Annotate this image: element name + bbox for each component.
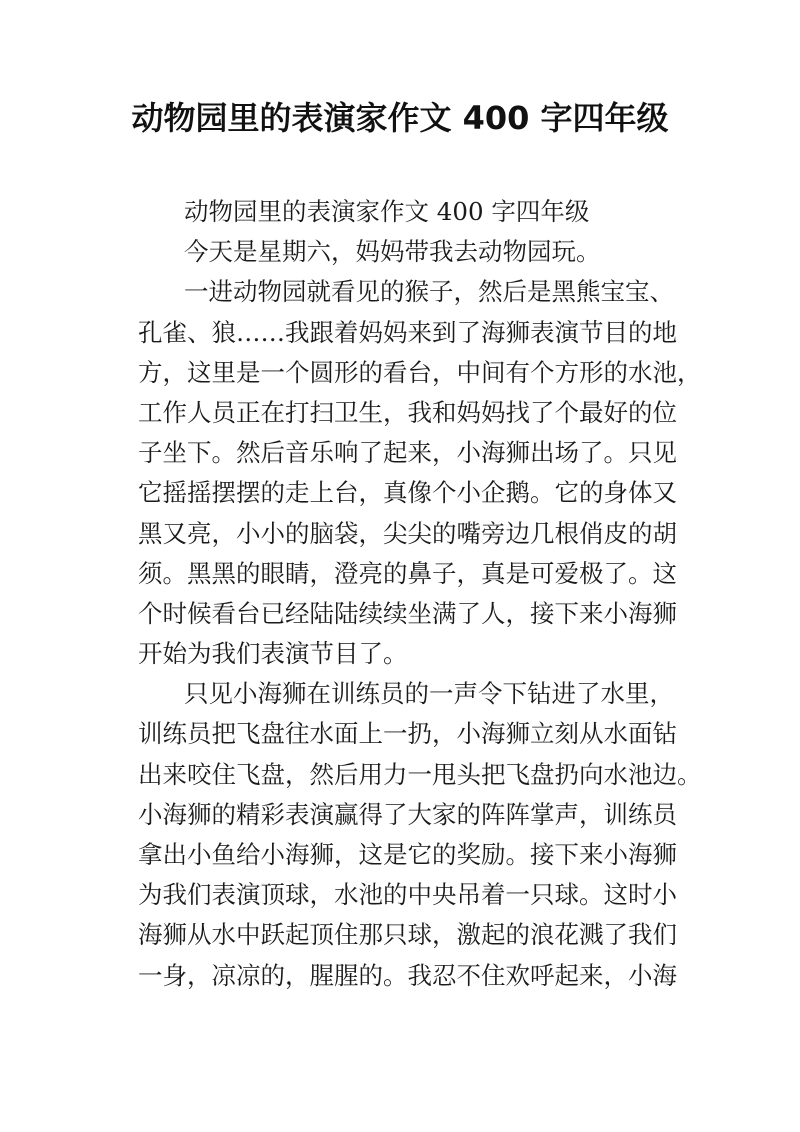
body-line: 一身，凉凉的，腥腥的。我忍不住欢呼起来，小海	[138, 960, 677, 990]
body-line: 开始为我们表演节目了。	[138, 639, 408, 669]
body-line: 为我们表演顶球，水池的中央吊着一只球。这时小	[138, 880, 677, 910]
body-line: 出来咬住飞盘，然后用力一甩头把飞盘扔向水池边。	[138, 759, 702, 789]
body-line: 工作人员正在打扫卫生，我和妈妈找了个最好的位	[138, 397, 677, 427]
body-line: 子坐下。然后音乐响了起来，小海狮出场了。只见	[138, 438, 677, 468]
body-line: 方，这里是一个圆形的看台，中间有个方形的水池，	[138, 357, 702, 387]
body-line: 个时候看台已经陆陆续续坐满了人，接下来小海狮	[138, 598, 677, 628]
body-line: 今天是星期六，妈妈带我去动物园玩。	[184, 237, 601, 267]
body-line: 孔雀、狼……我跟着妈妈来到了海狮表演节目的地	[138, 317, 677, 347]
body-line: 只见小海狮在训练员的一声令下钻进了水里，	[184, 679, 674, 709]
body-line: 海狮从水中跃起顶住那只球，激起的浪花溅了我们	[138, 920, 677, 950]
body-line: 黑又亮，小小的脑袋，尖尖的嘴旁边几根俏皮的胡	[138, 518, 677, 548]
body-line: 动物园里的表演家作文 400 字四年级	[184, 197, 590, 226]
body-line: 它摇摇摆摆的走上台，真像个小企鹅。它的身体又	[138, 478, 677, 508]
document-body	[138, 192, 702, 996]
document-title: 动物园里的表演家作文 400 字四年级	[131, 99, 669, 137]
body-line: 拿出小鱼给小海狮，这是它的奖励。接下来小海狮	[138, 840, 677, 869]
body-line: 须。黑黑的眼睛，澄亮的鼻子，真是可爱极了。这	[138, 558, 677, 588]
body-line: 训练员把飞盘往水面上一扔，小海狮立刻从水面钻	[138, 719, 677, 749]
body-line: 小海狮的精彩表演赢得了大家的阵阵掌声，训练员	[138, 799, 677, 829]
body-line: 一进动物园就看见的猴子，然后是黑熊宝宝、	[184, 277, 674, 307]
